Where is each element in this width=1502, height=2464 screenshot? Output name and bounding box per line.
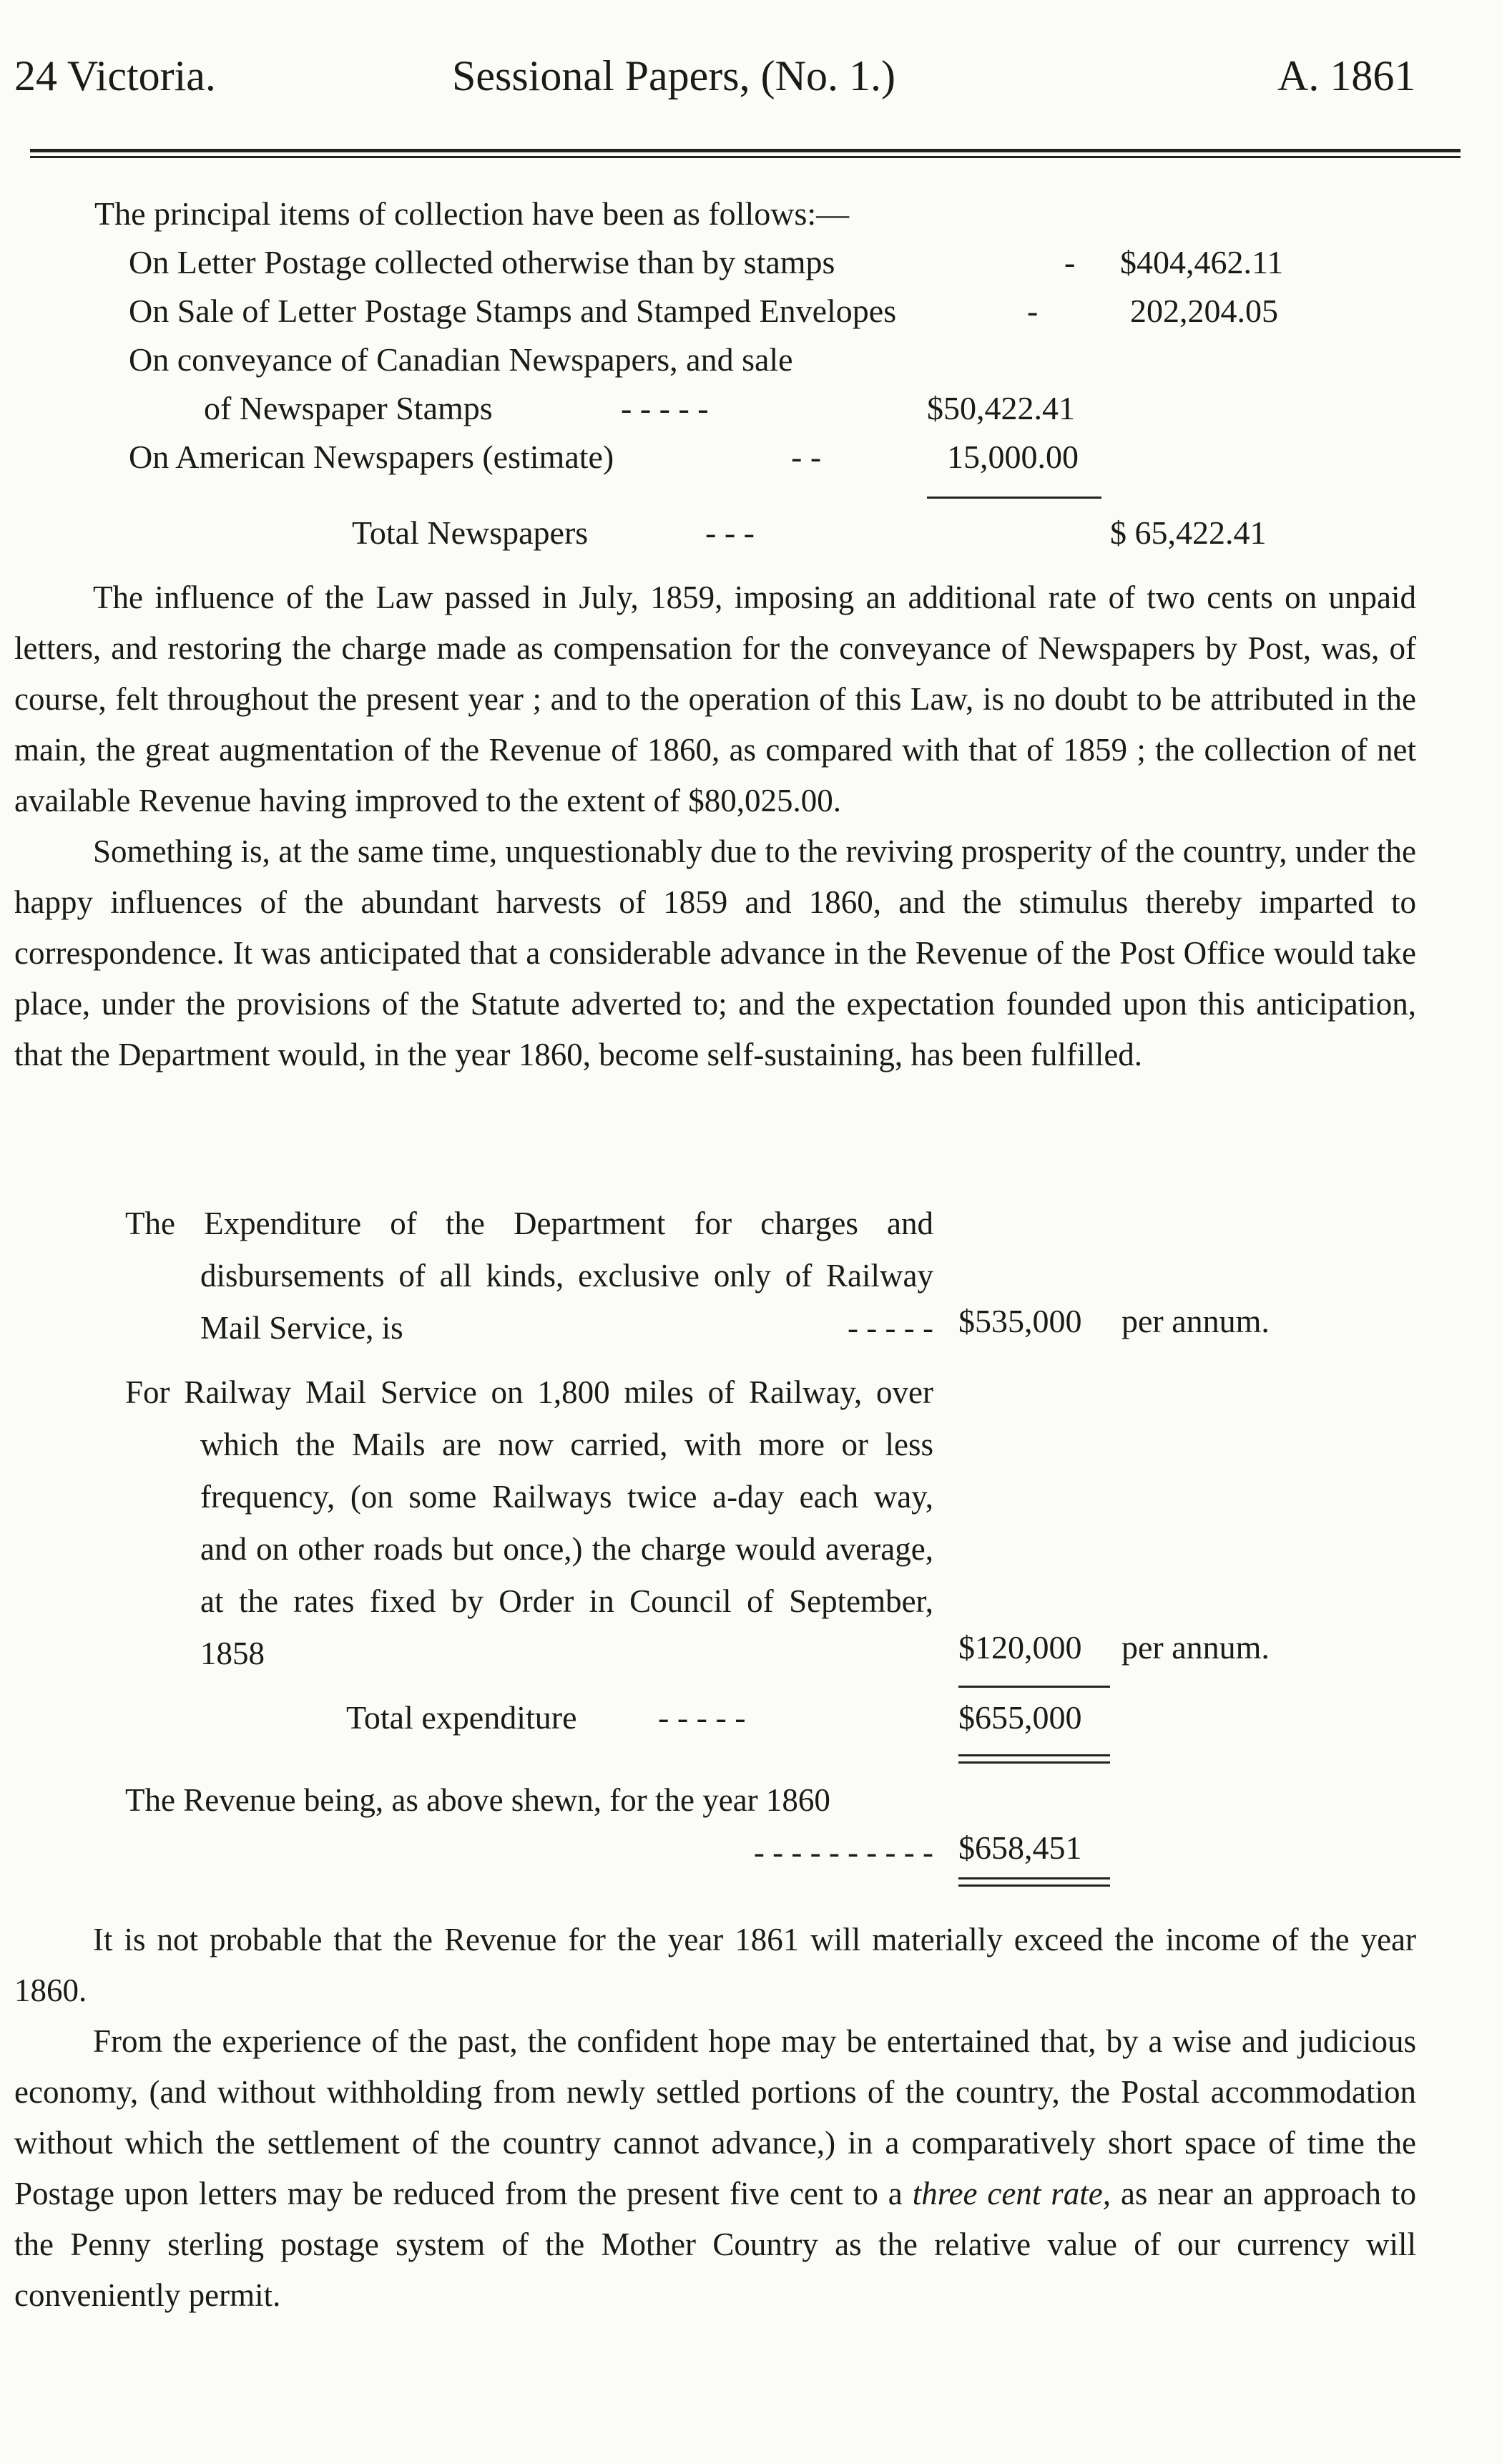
expenditure-item-1-unit: per annum.: [1121, 1303, 1270, 1339]
total-expenditure-underline: [958, 1754, 1110, 1756]
paragraph-law-influence: The influence of the Law passed in July, 1859, imposing an additional rate of two cents on unpaid letters, and restoring the charge made as compensation for the conveyance of Newspapers by Post, was, of course, felt throughout the present year ; and to the operation of this Law, is no doubt to be attributed in the main, the great augmentation of the Revenue of 1860, as compared with that of 1859 ; the collection of net available Revenue having improved to the extent of $80,025.00.: [14, 580, 1416, 818]
revenue-1860: [125, 1774, 933, 1879]
collection-row-dots: - - - - -: [621, 390, 709, 426]
revenue-1860-text: The Revenue being, as above shewn, for the year 1860 - - - - - - - - - -: [125, 1774, 933, 1827]
expenditure-subtotal-underline: [958, 1686, 1110, 1688]
header-center: Sessional Papers, (No. 1.): [452, 52, 895, 99]
expenditure-item-2-unit: per annum.: [1121, 1629, 1270, 1666]
total-newspapers-dots: - - -: [705, 514, 755, 551]
collection-row-dots: -: [1064, 244, 1076, 280]
collection-row-label: On conveyance of Canadian Newspapers, and sale: [129, 341, 793, 378]
collection-row-label: On Letter Postage collected otherwise than by stamps: [129, 244, 835, 280]
expenditure-item-1-text: The Expenditure of the Department for charges and disbursements of all kinds, exclusive only of Railway Mail Service, is - - - - -: [125, 1198, 933, 1354]
body-paragraphs: [14, 572, 1416, 1080]
expenditure-item-2-text: For Railway Mail Service on 1,800 miles of Railway, over which the Mails are now carried, with more or less frequency, (on some Railways twice a-day each way, and on other roads but once,) the charge would average, at the rates fixed by Order in Council of September, 1858: [125, 1374, 933, 1671]
expenditure-item-1-dots: - - - - -: [848, 1310, 933, 1346]
total-expenditure-label: Total expenditure: [346, 1699, 577, 1736]
header-left: 24 Victoria.: [14, 52, 216, 99]
collection-row-label: On Sale of Letter Postage Stamps and Stamped Envelopes: [129, 293, 897, 329]
collection-row-amount: $50,422.41: [927, 390, 1075, 426]
collection-row-amount: 15,000.00: [947, 439, 1079, 475]
closing-paragraphs: [14, 1915, 1416, 2321]
header-rule-top: [30, 149, 1461, 152]
total-expenditure-dots: - - - - -: [658, 1699, 746, 1736]
collection-row-label: of Newspaper Stamps: [204, 390, 493, 426]
total-expenditure-underline-double: [958, 1761, 1110, 1764]
collection-row-amount: 202,204.05: [1130, 293, 1278, 329]
revenue-1860-dots: - - - - - - - - - -: [753, 1834, 933, 1870]
revenue-1860-amount: $658,451: [958, 1829, 1082, 1866]
expenditure-item-2: [125, 1367, 933, 1680]
expenditure-item-1: [125, 1198, 933, 1354]
header-right: A. 1861: [1277, 52, 1416, 99]
total-newspapers-label: Total Newspapers: [352, 514, 589, 551]
collection-row-label: On American Newspapers (estimate): [129, 439, 614, 475]
paragraph-revenue-1861: It is not probable that the Revenue for the year 1861 will materially exceed the income of the year 1860.: [14, 1922, 1416, 2008]
header-rule-bottom: [30, 156, 1461, 158]
revenue-underline: [958, 1877, 1110, 1879]
expenditure-item-2-amount: $120,000: [958, 1629, 1082, 1666]
collection-intro: The principal items of collection have been as follows:—: [94, 195, 850, 232]
total-newspapers-amount: $ 65,422.41: [1110, 514, 1267, 551]
paragraph-postage-reduction: From the experience of the past, the confident hope may be entertained that, by a wise and judicious economy, (and without withholding from newly settled portions of the country, the Postal accommodation without which the settlement of the country cannot advance,) in a comparatively short space of time the Postage upon letters may be reduced from the present five cent to a three cent rate, as near an approach to the Penny sterling postage system of the Mother Country as the relative value of our currency will conveniently permit.: [14, 2023, 1416, 2313]
paragraph-prosperity: Something is, at the same time, unquestionably due to the reviving prosperity of the country, under the happy influences of the abundant harvests of 1859 and 1860, and the stimulus thereby imparted to correspondence. It was anticipated that a considerable advance in the Revenue of the Post Office would take place, under the provisions of the Statute adverted to; and the expectation founded upon this anticipation, that the Department would, in the year 1860, become self-sustaining, has been fulfilled.: [14, 833, 1416, 1072]
collection-row-dots: - -: [791, 439, 822, 475]
subtotal-underline: [927, 497, 1101, 499]
collection-row-dots: -: [1027, 293, 1039, 329]
three-cent-rate-emphasis: three cent rate,: [912, 2176, 1111, 2211]
expenditure-item-1-amount: $535,000: [958, 1303, 1082, 1339]
revenue-underline-double: [958, 1884, 1110, 1887]
collection-row-amount: $404,462.11: [1120, 244, 1284, 280]
total-expenditure-amount: $655,000: [958, 1699, 1082, 1736]
